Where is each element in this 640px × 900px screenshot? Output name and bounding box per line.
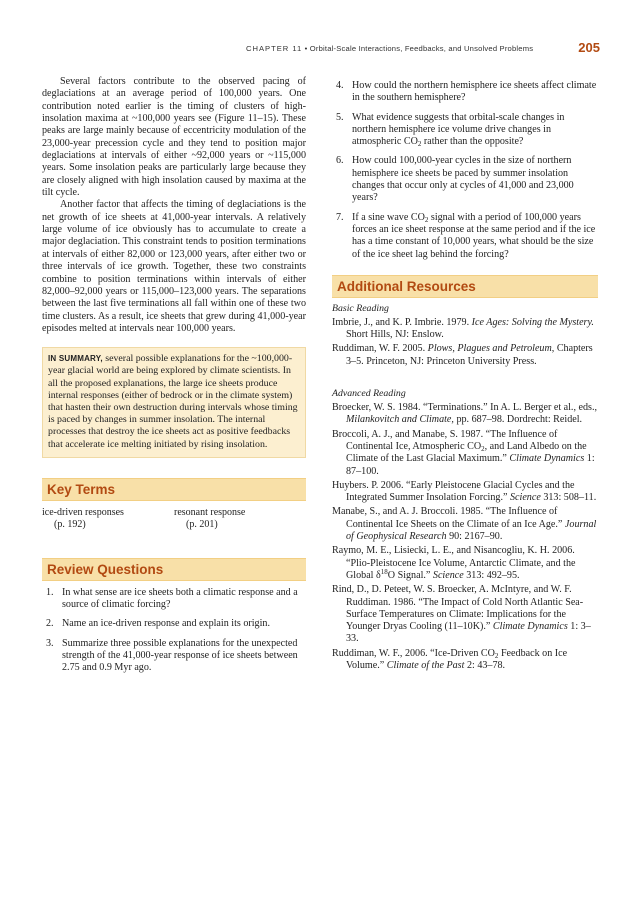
question-number: 7. bbox=[336, 211, 344, 223]
ref-publisher: 1: 3–33. bbox=[346, 621, 591, 645]
advanced-reading-label: Advanced Reading bbox=[332, 388, 406, 400]
ref-authors: Ruddiman, W. F., 2006. “Ice-Driven CO bbox=[332, 647, 495, 659]
chapter-heading: CHAPTER 11 • Orbital-Scale Interactions, Feedbacks, and Unsolved Problems bbox=[246, 44, 534, 53]
reference-item bbox=[332, 429, 598, 478]
question-number: 6. bbox=[336, 155, 344, 167]
reference-item bbox=[332, 545, 598, 582]
ref-authors: Ruddiman, W. F. 2005. bbox=[332, 343, 428, 355]
review-question bbox=[332, 112, 598, 149]
review-question bbox=[332, 80, 598, 105]
chapter-label: CHAPTER 11 bbox=[246, 44, 303, 53]
review-questions-list-right bbox=[332, 80, 598, 261]
key-term-page: (p. 192) bbox=[54, 518, 86, 530]
question-number: 3. bbox=[46, 637, 54, 649]
ref-authors: Rind, D., D. Peteet, W. S. Broecker, A. McIntyre, and W. F. Ruddiman. 1986. “The Impact of Cold North Atlantic Sea-Surface Temperatures on Climate: Implications for the Younger Dryas Cooling (11–10K).” bbox=[332, 584, 584, 633]
left-column bbox=[42, 76, 306, 682]
ref-text: Feedback on Ice Volume.” bbox=[346, 647, 568, 671]
question-text-a: What evidence suggests that orbital-scale changes in northern hemisphere ice volume drive changes in atmospheric CO bbox=[352, 111, 565, 148]
ref-title: Plows, Plagues and Petroleum, bbox=[427, 343, 555, 355]
ref-authors: Broecker, W. S. 1984. “Terminations.” In A. L. Berger et al., eds., bbox=[332, 402, 598, 414]
right-column bbox=[332, 76, 598, 672]
question-text: Name an ice-driven response and explain its origin. bbox=[62, 618, 270, 630]
ref-title: Climate Dynamics bbox=[492, 621, 568, 633]
key-term-page: (p. 201) bbox=[186, 518, 218, 530]
ref-publisher: pp. 687–98. Dordrecht: Reidel. bbox=[453, 414, 583, 426]
key-term bbox=[174, 507, 306, 531]
ref-authors: Broccoli, A. J., and Manabe, S. 1987. “The Influence of Continental Ice, Atmospheric CO bbox=[332, 428, 558, 452]
question-text-b: signal with a period of 100,000 years forces an ice sheet response at the same period and if the ice has a time constant of 10,000 years, what should be the size of the ice sheet lag behind the forcing? bbox=[352, 211, 596, 260]
key-terms-heading: Key Terms bbox=[42, 478, 306, 501]
ref-authors: Manabe, S., and A. J. Broccoli. 1985. “The Influence of Continental Ice Sheets on the Climate of an Ice Age.” bbox=[332, 506, 565, 530]
subscript: 2 bbox=[424, 215, 429, 224]
review-questions-list-left bbox=[42, 587, 306, 675]
review-question bbox=[332, 212, 598, 261]
summary-box bbox=[42, 347, 306, 458]
question-number: 5. bbox=[336, 111, 344, 123]
additional-resources-heading: Additional Resources bbox=[332, 275, 598, 298]
ref-title: Journal of Geophysical Research bbox=[346, 518, 597, 543]
summary-lead: IN SUMMARY, bbox=[48, 354, 103, 364]
question-text-a: If a sine wave CO bbox=[352, 211, 425, 223]
key-term-name: resonant response bbox=[174, 506, 246, 518]
question-text: How could 100,000-year cycles in the size of northern hemisphere ice sheets be paced by summer insolation changes that occur only at cycles of 41,000 and 23,000 years? bbox=[352, 155, 574, 204]
reference-item bbox=[332, 584, 598, 645]
ref-publisher: 90: 2167–90. bbox=[446, 531, 503, 543]
question-text-b: rather than the opposite? bbox=[421, 136, 524, 148]
summary-text: several possible explanations for the ~100,000-year glacial world are being explored by climate scientists. In all the proposed explanations, the large ice sheets produce internal responses (either of bedrock or in the climate system) that hasten their own destruction during intervals whose timing is paced by changes in summer insolation. The internal processes that destroy the ice sheets act as positive feedbacks that accelerate ice melting initiated by rising insolation. bbox=[48, 353, 298, 450]
review-question bbox=[42, 638, 306, 675]
review-questions-heading: Review Questions bbox=[42, 558, 306, 581]
subscript: 2 bbox=[417, 140, 422, 149]
body-paragraph-2: Another factor that affects the timing of deglaciations is the net growth of ice sheets at 41,000-year intervals. A relatively large volume of ice obviously has to accumulate to create a major deglaciation. This constraint tends to position terminations at intervals of either 82,000 or 123,000 years, after either two or three intervals of ice growth. Together, these two constraints combine to position terminations within intervals of either 82,000–92,000 years or 115,000–123,000 years. The separations between the last five terminations all fall within one of these two time clusters. As a result, ice sheets that grew during 41,000-year episodes melted at intervals near 100,000 years. bbox=[42, 199, 306, 334]
ref-authors: Imbrie, J., and K. P. Imbrie. 1979. bbox=[332, 316, 472, 328]
ref-title: Climate Dynamics bbox=[509, 453, 585, 465]
question-number: 2. bbox=[46, 618, 54, 630]
ref-publisher: 313: 492–95. bbox=[463, 569, 520, 581]
reference-item bbox=[332, 317, 598, 342]
reference-item bbox=[332, 402, 598, 427]
ref-title: Climate of the Past bbox=[386, 659, 465, 671]
reference-item bbox=[332, 506, 598, 543]
reference-item bbox=[332, 480, 598, 505]
ref-publisher: Short Hills, NJ: Enslow. bbox=[346, 329, 444, 341]
page-number: 205 bbox=[578, 40, 600, 55]
subscript: 2 bbox=[494, 651, 499, 660]
reference-item bbox=[332, 648, 598, 673]
running-header bbox=[246, 40, 600, 60]
ref-authors: Raymo, M. E., Lisiecki, L. E., and Nisancogliu, K. H. 2006. “Plio-Pleistocene Ice Volume, Antarctic Climate, and the Global δ bbox=[332, 545, 576, 581]
key-term-name: ice-driven responses bbox=[42, 506, 124, 518]
review-question bbox=[42, 587, 306, 612]
ref-publisher: 1: 87–100. bbox=[346, 453, 595, 477]
ref-title: Science bbox=[509, 492, 541, 504]
chapter-title: Orbital-Scale Interactions, Feedbacks, and Unsolved Problems bbox=[309, 44, 534, 53]
ref-text: , and Land Albedo on the Climate of the Last Glacial Maximum.” bbox=[346, 440, 587, 465]
review-question bbox=[42, 618, 306, 630]
question-text: How could the northern hemisphere ice sheets affect climate in the southern hemisphere? bbox=[352, 80, 597, 104]
subscript: 2 bbox=[481, 444, 485, 453]
superscript: 18 bbox=[380, 567, 388, 576]
ref-publisher: 313: 508–11. bbox=[540, 492, 597, 504]
key-terms-list bbox=[42, 507, 306, 531]
question-number: 1. bbox=[46, 586, 54, 598]
ref-text: O Signal.” bbox=[387, 569, 433, 581]
reference-item bbox=[332, 343, 598, 368]
basic-reading-label: Basic Reading bbox=[332, 302, 389, 314]
ref-title: Ice Ages: Solving the Mystery. bbox=[471, 316, 594, 328]
question-number: 4. bbox=[336, 80, 344, 91]
body-paragraph-1: Several factors contribute to the observed pacing of deglaciations at an average period of 100,000 years. One contribution noted earlier is the timing of clusters of high-insolation maxima at ~100,000 years see (Figure 11–15). These peaks are large mainly because of eccentricity modulation of the 23,000-year precession cycle and they tend to position major deglaciations at intervals of either ~92,000 years or ~115,000 years. Some insolation peaks are particularly large because they are closely aligned with high insolation caused by maxima at the tilt cycle. bbox=[42, 76, 306, 199]
key-term bbox=[42, 507, 174, 531]
ref-title: Science bbox=[432, 569, 464, 581]
ref-publisher: Chapters 3–5. Princeton, NJ: Princeton University Press. bbox=[346, 343, 593, 367]
question-text: Summarize three possible explanations for the unexpected strength of the 41,000-year response of ice sheets between 2.75 and 0.9 Myr ago. bbox=[62, 637, 298, 674]
ref-authors: Huybers. P. 2006. “Early Pleistocene Glacial Cycles and the Integrated Summer Insolation Forcing.” bbox=[332, 479, 575, 504]
review-question bbox=[332, 155, 598, 204]
question-text: In what sense are ice sheets both a climatic response and a source of climatic forcing? bbox=[62, 586, 298, 611]
ref-title: Milankovitch and Climate, bbox=[346, 414, 454, 426]
ref-publisher: 2: 43–78. bbox=[464, 659, 506, 671]
